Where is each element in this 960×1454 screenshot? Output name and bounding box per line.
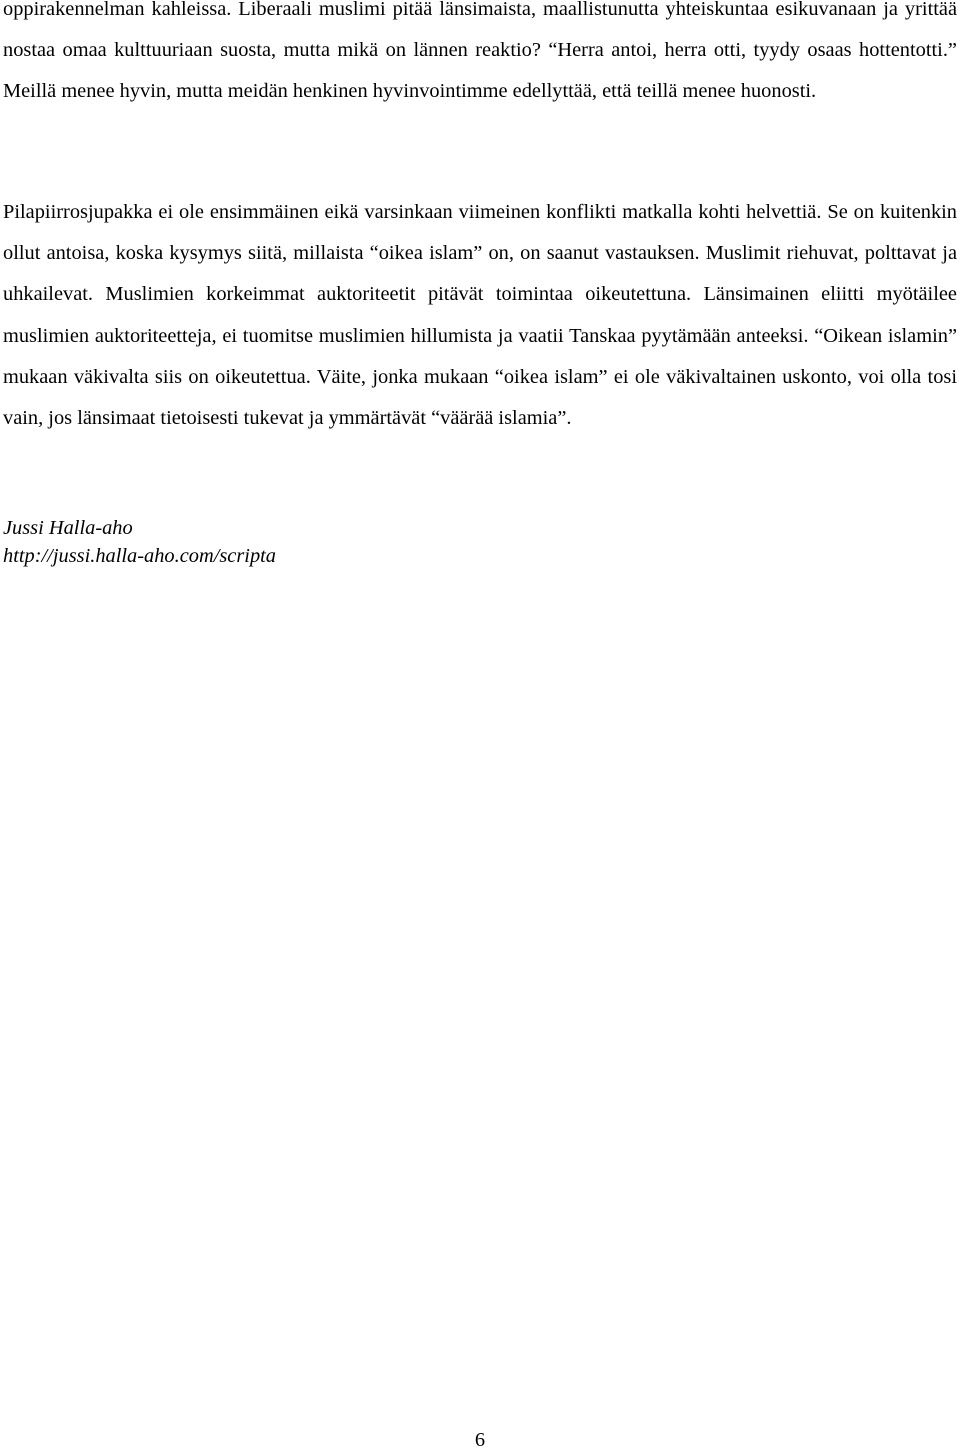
author-url: http://jussi.halla-aho.com/scripta xyxy=(3,545,277,567)
paragraph-2: Pilapiirrosjupakka ei ole ensimmäinen eikä varsinkaan viimeinen konflikti matkalla kohti helvettiä. Se on kuitenkin ollut antoisa, koska kysymys siitä, millaista “oikea islam” on, on saanut vastauksen. Muslimit riehuvat, polttavat ja uhkailevat. Muslimien korkeimmat auktoriteetit pitävät toimintaa oikeutettuna. Länsimainen eliitti myötäilee muslimien auktoriteetteja, ei tuomitse muslimien hillumista ja vaatii Tanskaa pyytämään anteeksi. “Oikean islamin” mukaan väkivalta siis on oikeutettua. Väite, jonka mukaan “oikea islam” ei ole väkivaltainen uskonto, voi olla tosi vain, jos länsimaat tietoisesti tukevat ja ymmärtävät “väärää islamia”. xyxy=(3,201,957,430)
page-number: 6 xyxy=(474,1429,486,1451)
author-name: Jussi Halla-aho xyxy=(3,517,133,539)
signature-block xyxy=(3,514,276,570)
paragraph-1: oppirakennelman kahleissa. Liberaali muslimi pitää länsimaista, maallistunutta yhteiskuntaa esikuvanaan ja yrittää nostaa omaa kulttuuriaan suosta, mutta mikä on lännen reaktio? “Herra antoi, herra otti, tyydy osaas hottentotti.” Meillä menee hyvin, mutta meidän henkinen hyvinvointimme edellyttää, että teillä menee huonosti. xyxy=(3,0,957,103)
